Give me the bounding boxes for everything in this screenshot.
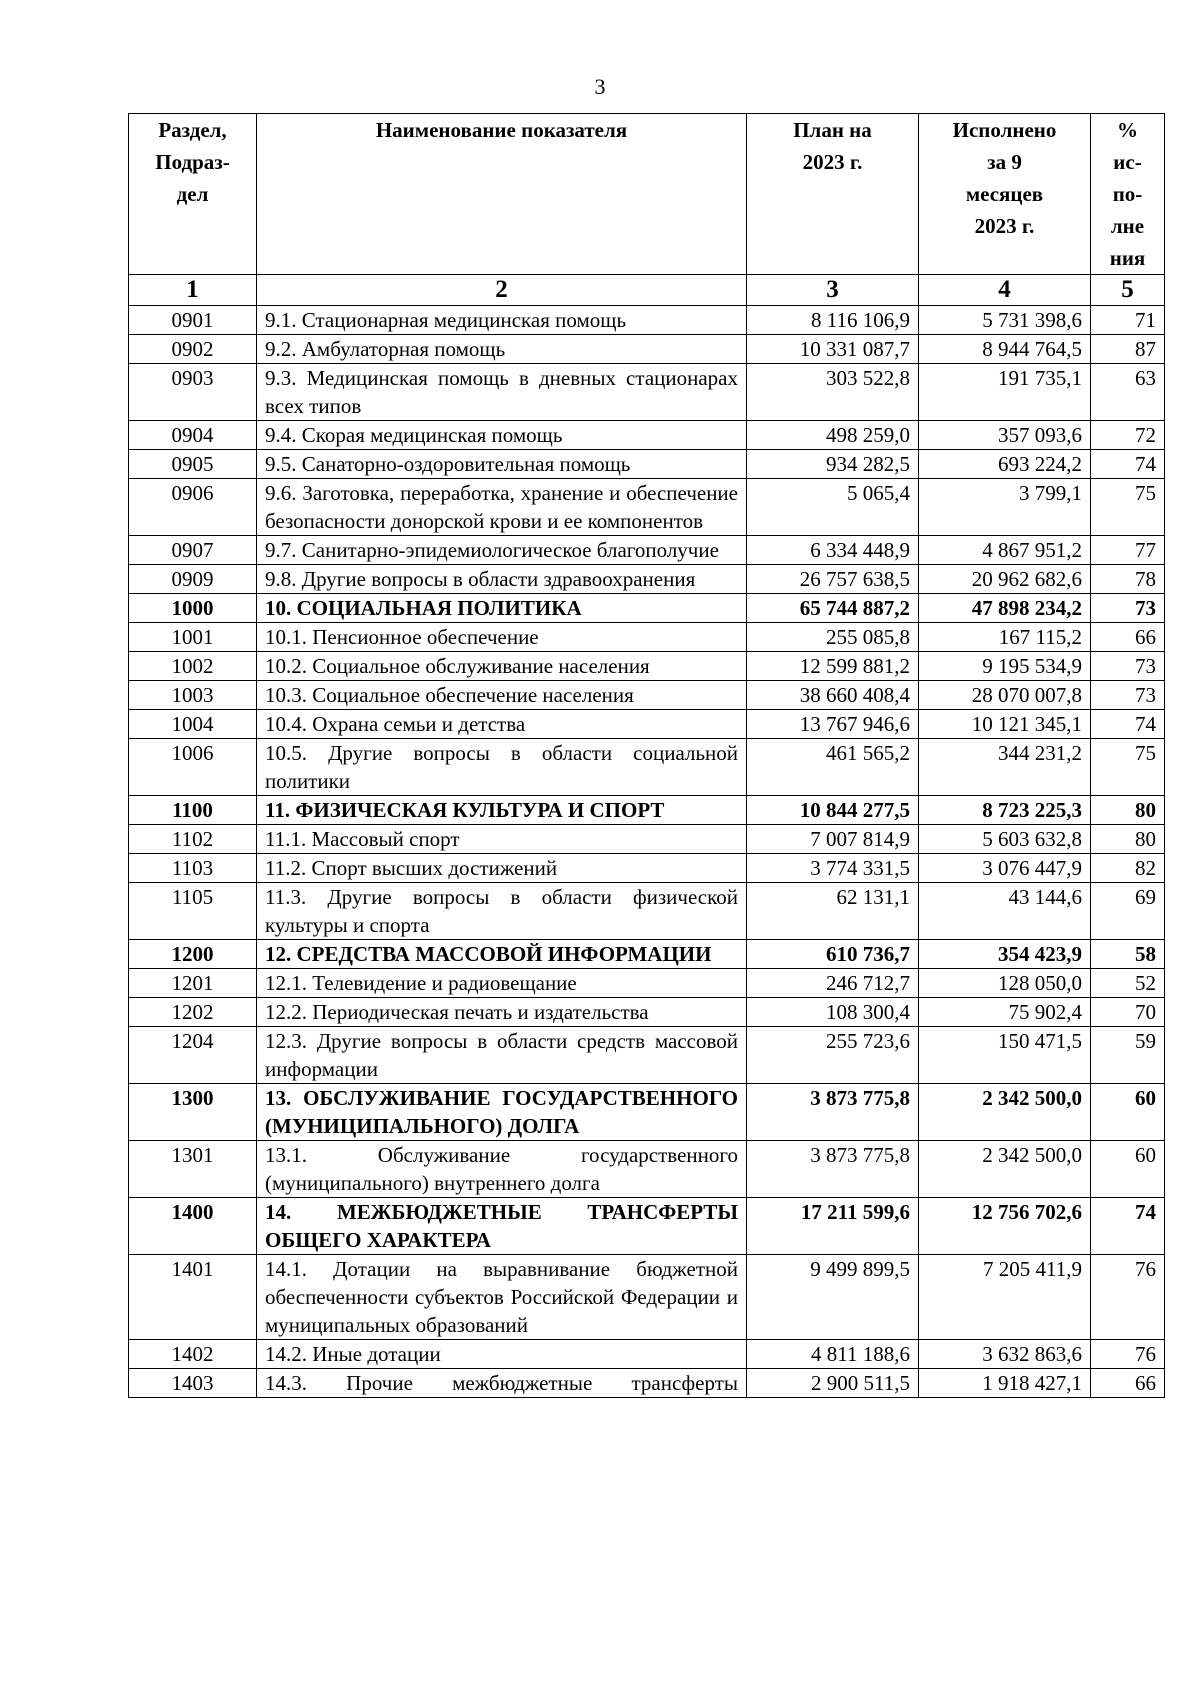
row-code: 0904 bbox=[129, 421, 257, 450]
table-row bbox=[129, 681, 1165, 710]
row-plan: 62 131,1 bbox=[747, 883, 919, 940]
row-plan: 255 723,6 bbox=[747, 1027, 919, 1084]
row-name: 9.6. Заготовка, переработка, хранение и обеспечение безопасности донорской крови и ее компонентов bbox=[257, 479, 747, 536]
row-name: 12.1. Телевидение и радиовещание bbox=[257, 969, 747, 998]
row-plan: 10 844 277,5 bbox=[747, 796, 919, 825]
row-name: 10.2. Социальное обслуживание населения bbox=[257, 652, 747, 681]
row-code: 1202 bbox=[129, 998, 257, 1027]
header-executed-label: Исполнено за 9 месяцев 2023 г. bbox=[952, 118, 1057, 238]
table-row bbox=[129, 1141, 1165, 1198]
row-percent: 75 bbox=[1091, 479, 1165, 536]
row-percent: 74 bbox=[1091, 1198, 1165, 1255]
table-row bbox=[129, 450, 1165, 479]
table-row bbox=[129, 883, 1165, 940]
row-code: 1000 bbox=[129, 594, 257, 623]
section-total-row bbox=[129, 940, 1165, 969]
row-code: 0901 bbox=[129, 306, 257, 335]
header-code bbox=[129, 114, 257, 275]
row-plan: 26 757 638,5 bbox=[747, 565, 919, 594]
table-row bbox=[129, 565, 1165, 594]
row-plan: 65 744 887,2 bbox=[747, 594, 919, 623]
row-percent: 76 bbox=[1091, 1255, 1165, 1340]
row-percent: 69 bbox=[1091, 883, 1165, 940]
row-plan: 246 712,7 bbox=[747, 969, 919, 998]
row-percent: 72 bbox=[1091, 421, 1165, 450]
budget-execution-table bbox=[128, 113, 1165, 1398]
row-name: 11.1. Массовый спорт bbox=[257, 825, 747, 854]
row-executed: 4 867 951,2 bbox=[919, 536, 1091, 565]
row-code: 1402 bbox=[129, 1340, 257, 1369]
row-executed: 128 050,0 bbox=[919, 969, 1091, 998]
row-plan: 10 331 087,7 bbox=[747, 335, 919, 364]
row-percent: 73 bbox=[1091, 652, 1165, 681]
row-executed: 10 121 345,1 bbox=[919, 710, 1091, 739]
row-name: 9.2. Амбулаторная помощь bbox=[257, 335, 747, 364]
row-percent: 80 bbox=[1091, 796, 1165, 825]
row-executed: 1 918 427,1 bbox=[919, 1369, 1091, 1398]
row-plan: 17 211 599,6 bbox=[747, 1198, 919, 1255]
row-percent: 78 bbox=[1091, 565, 1165, 594]
row-plan: 13 767 946,6 bbox=[747, 710, 919, 739]
row-executed: 3 076 447,9 bbox=[919, 854, 1091, 883]
row-name: 11.2. Спорт высших достижений bbox=[257, 854, 747, 883]
row-executed: 8 944 764,5 bbox=[919, 335, 1091, 364]
row-code: 1204 bbox=[129, 1027, 257, 1084]
row-percent: 63 bbox=[1091, 364, 1165, 421]
row-plan: 303 522,8 bbox=[747, 364, 919, 421]
row-percent: 74 bbox=[1091, 710, 1165, 739]
row-code: 1200 bbox=[129, 940, 257, 969]
row-code: 1301 bbox=[129, 1141, 257, 1198]
row-name: 12. СРЕДСТВА МАССОВОЙ ИНФОРМАЦИИ bbox=[257, 940, 747, 969]
row-name: 9.5. Санаторно-оздоровительная помощь bbox=[257, 450, 747, 479]
row-code: 1105 bbox=[129, 883, 257, 940]
row-name: 11.3. Другие вопросы в области физической культуры и спорта bbox=[257, 883, 747, 940]
row-executed: 5 731 398,6 bbox=[919, 306, 1091, 335]
row-plan: 610 736,7 bbox=[747, 940, 919, 969]
header-executed bbox=[919, 114, 1091, 275]
row-plan: 498 259,0 bbox=[747, 421, 919, 450]
column-number: 1 bbox=[129, 275, 257, 306]
table-row bbox=[129, 854, 1165, 883]
table-row bbox=[129, 335, 1165, 364]
row-percent: 52 bbox=[1091, 969, 1165, 998]
row-percent: 87 bbox=[1091, 335, 1165, 364]
row-code: 0907 bbox=[129, 536, 257, 565]
row-code: 1100 bbox=[129, 796, 257, 825]
row-plan: 9 499 899,5 bbox=[747, 1255, 919, 1340]
row-name: 11. ФИЗИЧЕСКАЯ КУЛЬТУРА И СПОРТ bbox=[257, 796, 747, 825]
row-plan: 934 282,5 bbox=[747, 450, 919, 479]
row-plan: 6 334 448,9 bbox=[747, 536, 919, 565]
row-plan: 8 116 106,9 bbox=[747, 306, 919, 335]
row-percent: 80 bbox=[1091, 825, 1165, 854]
header-plan bbox=[747, 114, 919, 275]
row-plan: 2 900 511,5 bbox=[747, 1369, 919, 1398]
row-percent: 60 bbox=[1091, 1084, 1165, 1141]
row-plan: 461 565,2 bbox=[747, 739, 919, 796]
table-row bbox=[129, 652, 1165, 681]
row-executed: 8 723 225,3 bbox=[919, 796, 1091, 825]
row-percent: 74 bbox=[1091, 450, 1165, 479]
section-total-row bbox=[129, 1084, 1165, 1141]
row-percent: 75 bbox=[1091, 739, 1165, 796]
row-name: 13. ОБСЛУЖИВАНИЕ ГОСУДАРСТВЕННОГО (МУНИЦИПАЛЬНОГО) ДОЛГА bbox=[257, 1084, 747, 1141]
row-executed: 344 231,2 bbox=[919, 739, 1091, 796]
table-row bbox=[129, 364, 1165, 421]
table-row bbox=[129, 536, 1165, 565]
row-code: 0902 bbox=[129, 335, 257, 364]
row-name: 14.3. Прочие межбюджетные трансферты bbox=[257, 1369, 747, 1398]
row-code: 0906 bbox=[129, 479, 257, 536]
header-percent bbox=[1091, 114, 1165, 275]
row-code: 1003 bbox=[129, 681, 257, 710]
row-code: 1103 bbox=[129, 854, 257, 883]
row-executed: 5 603 632,8 bbox=[919, 825, 1091, 854]
table-body bbox=[129, 306, 1165, 1398]
row-percent: 66 bbox=[1091, 623, 1165, 652]
header-name-label: Наименование показателя bbox=[375, 118, 628, 142]
row-plan: 255 085,8 bbox=[747, 623, 919, 652]
table-row bbox=[129, 1340, 1165, 1369]
row-name: 14.2. Иные дотации bbox=[257, 1340, 747, 1369]
row-executed: 693 224,2 bbox=[919, 450, 1091, 479]
row-name: 9.7. Санитарно-эпидемиологическое благополучие bbox=[257, 536, 747, 565]
row-code: 1201 bbox=[129, 969, 257, 998]
column-number: 4 bbox=[919, 275, 1091, 306]
section-total-row bbox=[129, 594, 1165, 623]
row-code: 1403 bbox=[129, 1369, 257, 1398]
row-name: 12.2. Периодическая печать и издательства bbox=[257, 998, 747, 1027]
column-number-row bbox=[129, 275, 1165, 306]
row-executed: 150 471,5 bbox=[919, 1027, 1091, 1084]
row-name: 10.3. Социальное обеспечение населения bbox=[257, 681, 747, 710]
row-executed: 12 756 702,6 bbox=[919, 1198, 1091, 1255]
header-plan-label: План на 2023 г. bbox=[793, 118, 872, 174]
header-code-label: Раздел, Подраз- дел bbox=[155, 118, 230, 206]
row-executed: 167 115,2 bbox=[919, 623, 1091, 652]
page-number: 3 bbox=[594, 74, 606, 99]
row-name: 10. СОЦИАЛЬНАЯ ПОЛИТИКА bbox=[257, 594, 747, 623]
row-name: 13.1. Обслуживание государственного (муниципального) внутреннего долга bbox=[257, 1141, 747, 1198]
row-name: 9.1. Стационарная медицинская помощь bbox=[257, 306, 747, 335]
table-row bbox=[129, 710, 1165, 739]
row-name: 10.5. Другие вопросы в области социальной политики bbox=[257, 739, 747, 796]
row-code: 1300 bbox=[129, 1084, 257, 1141]
row-plan: 38 660 408,4 bbox=[747, 681, 919, 710]
row-plan: 108 300,4 bbox=[747, 998, 919, 1027]
row-code: 0903 bbox=[129, 364, 257, 421]
row-percent: 58 bbox=[1091, 940, 1165, 969]
row-percent: 73 bbox=[1091, 594, 1165, 623]
table-row bbox=[129, 825, 1165, 854]
row-name: 12.3. Другие вопросы в области средств массовой информации bbox=[257, 1027, 747, 1084]
row-name: 9.8. Другие вопросы в области здравоохранения bbox=[257, 565, 747, 594]
row-executed: 357 093,6 bbox=[919, 421, 1091, 450]
row-name: 10.4. Охрана семьи и детства bbox=[257, 710, 747, 739]
row-plan: 4 811 188,6 bbox=[747, 1340, 919, 1369]
row-name: 9.3. Медицинская помощь в дневных стационарах всех типов bbox=[257, 364, 747, 421]
row-code: 0905 bbox=[129, 450, 257, 479]
table-row bbox=[129, 998, 1165, 1027]
row-executed: 3 799,1 bbox=[919, 479, 1091, 536]
row-executed: 2 342 500,0 bbox=[919, 1084, 1091, 1141]
table-row bbox=[129, 1369, 1165, 1398]
row-code: 1004 bbox=[129, 710, 257, 739]
column-number: 3 bbox=[747, 275, 919, 306]
row-plan: 3 774 331,5 bbox=[747, 854, 919, 883]
row-percent: 82 bbox=[1091, 854, 1165, 883]
row-executed: 75 902,4 bbox=[919, 998, 1091, 1027]
row-percent: 76 bbox=[1091, 1340, 1165, 1369]
table-row bbox=[129, 969, 1165, 998]
row-plan: 3 873 775,8 bbox=[747, 1141, 919, 1198]
row-executed: 20 962 682,6 bbox=[919, 565, 1091, 594]
row-name: 9.4. Скорая медицинская помощь bbox=[257, 421, 747, 450]
row-executed: 3 632 863,6 bbox=[919, 1340, 1091, 1369]
row-code: 1400 bbox=[129, 1198, 257, 1255]
row-percent: 71 bbox=[1091, 306, 1165, 335]
row-code: 1102 bbox=[129, 825, 257, 854]
row-plan: 3 873 775,8 bbox=[747, 1084, 919, 1141]
row-percent: 66 bbox=[1091, 1369, 1165, 1398]
table-row bbox=[129, 1027, 1165, 1084]
column-number: 5 bbox=[1091, 275, 1165, 306]
row-code: 1401 bbox=[129, 1255, 257, 1340]
header-name bbox=[257, 114, 747, 275]
row-code: 1006 bbox=[129, 739, 257, 796]
header-percent-label: % ис- по- лне ния bbox=[1109, 118, 1146, 270]
row-plan: 5 065,4 bbox=[747, 479, 919, 536]
row-executed: 191 735,1 bbox=[919, 364, 1091, 421]
row-executed: 2 342 500,0 bbox=[919, 1141, 1091, 1198]
row-percent: 59 bbox=[1091, 1027, 1165, 1084]
row-name: 10.1. Пенсионное обеспечение bbox=[257, 623, 747, 652]
row-executed: 47 898 234,2 bbox=[919, 594, 1091, 623]
row-code: 0909 bbox=[129, 565, 257, 594]
section-total-row bbox=[129, 1198, 1165, 1255]
section-total-row bbox=[129, 796, 1165, 825]
row-executed: 354 423,9 bbox=[919, 940, 1091, 969]
header-row bbox=[129, 114, 1165, 275]
row-plan: 7 007 814,9 bbox=[747, 825, 919, 854]
column-number: 2 bbox=[257, 275, 747, 306]
row-name: 14. МЕЖБЮДЖЕТНЫЕ ТРАНСФЕРТЫ ОБЩЕГО ХАРАКТЕРА bbox=[257, 1198, 747, 1255]
table-row bbox=[129, 306, 1165, 335]
row-executed: 7 205 411,9 bbox=[919, 1255, 1091, 1340]
row-name: 14.1. Дотации на выравнивание бюджетной обеспеченности субъектов Российской Федерации и муниципальных образований bbox=[257, 1255, 747, 1340]
table-row bbox=[129, 1255, 1165, 1340]
row-percent: 73 bbox=[1091, 681, 1165, 710]
row-percent: 60 bbox=[1091, 1141, 1165, 1198]
row-plan: 12 599 881,2 bbox=[747, 652, 919, 681]
table-row bbox=[129, 421, 1165, 450]
row-code: 1001 bbox=[129, 623, 257, 652]
row-code: 1002 bbox=[129, 652, 257, 681]
row-executed: 43 144,6 bbox=[919, 883, 1091, 940]
row-percent: 77 bbox=[1091, 536, 1165, 565]
table-row bbox=[129, 623, 1165, 652]
row-percent: 70 bbox=[1091, 998, 1165, 1027]
row-executed: 28 070 007,8 bbox=[919, 681, 1091, 710]
row-executed: 9 195 534,9 bbox=[919, 652, 1091, 681]
table-row bbox=[129, 479, 1165, 536]
table-row bbox=[129, 739, 1165, 796]
